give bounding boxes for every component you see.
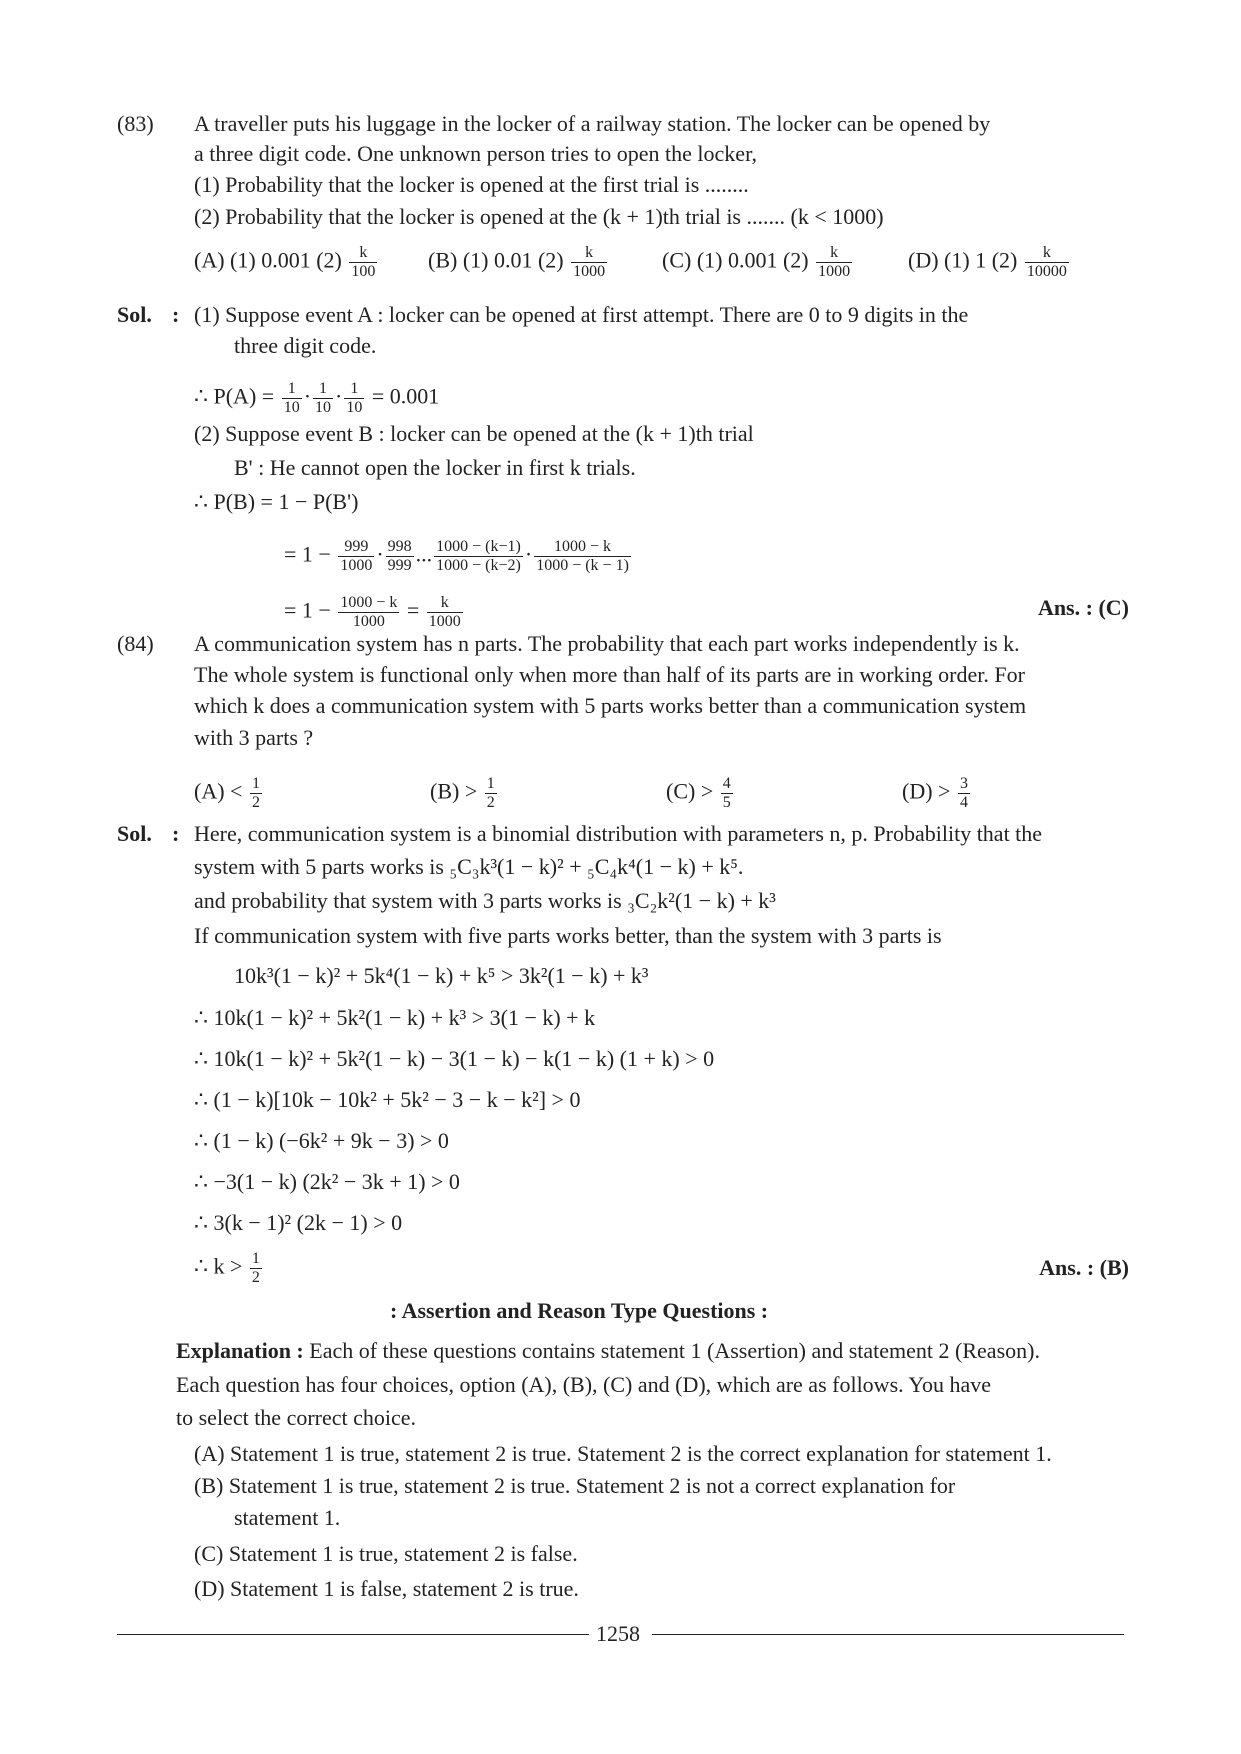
q84-text-line4: with 3 parts ? bbox=[194, 725, 314, 750]
q84-option-c: (C) > $\frac{4}{5}$ bbox=[666, 775, 731, 811]
choice-c: (C) Statement 1 is true, statement 2 is false. bbox=[194, 1541, 578, 1566]
sol84-colon: : bbox=[172, 821, 180, 846]
explanation-line2: Each question has four choices, option (A), (B), (C) and (D), which are as follows. You have bbox=[176, 1372, 992, 1397]
fraction: $\frac{4}{5}$ bbox=[722, 775, 731, 811]
fraction: $\frac{k}{1000}$ bbox=[573, 244, 606, 280]
sol83-label: Sol. bbox=[117, 302, 152, 327]
fraction: $\frac{1}{2}$ bbox=[486, 775, 495, 811]
sol84-math4: ∴ (1 − k)[10k − 10k² + 5k² − 3 − k − k²] > 0 bbox=[194, 1087, 581, 1112]
fraction: $\frac{k}{1000}$ bbox=[818, 244, 851, 280]
choice-d: (D) Statement 1 is false, statement 2 is true. bbox=[194, 1576, 579, 1601]
q84-text-line2: The whole system is functional only when more than half of its parts are in working order. For bbox=[194, 662, 1025, 687]
q83-text-line1: A traveller puts his luggage in the locker of a railway station. The locker can be opened by bbox=[194, 111, 991, 136]
q83-number: (83) bbox=[117, 111, 154, 136]
fraction: $\frac{k}{1000}$ bbox=[428, 594, 461, 630]
sol84-math7: ∴ 3(k − 1)² (2k − 1) > 0 bbox=[194, 1210, 403, 1235]
q83-part2: (2) Probability that the locker is opened at the (k + 1)th trial is ....... (k < 1000) bbox=[194, 204, 884, 229]
footer-rule-left bbox=[117, 1634, 589, 1635]
q83-option-b: (B) (1) 0.01 (2) $\frac{k}{1000}$ bbox=[428, 244, 606, 280]
sol83-pa-equation: ∴ P(A) = $\frac{1}{10}$ · $\frac{1}{10}$ · $\frac{1}{10}$ = 0.001 bbox=[194, 380, 440, 416]
fraction: $\frac{k}{10000}$ bbox=[1026, 244, 1067, 280]
choice-a: (A) Statement 1 is true, statement 2 is true. Statement 2 is the correct explanation for statement 1. bbox=[194, 1441, 1052, 1466]
sol84-line3: and probability that system with 3 parts works is ₃C₂k²(1 − k) + k³ bbox=[194, 888, 776, 913]
q83-part1: (1) Probability that the locker is opened at the first trial is ........ bbox=[194, 172, 749, 197]
sol84-math2: ∴ 10k(1 − k)² + 5k²(1 − k) + k³ > 3(1 − k) + k bbox=[194, 1005, 596, 1030]
fraction: $\frac{1}{10}$ bbox=[346, 380, 363, 416]
fraction: $\frac{1}{2}$ bbox=[251, 1250, 260, 1286]
fraction: $\frac{1}{10}$ bbox=[283, 380, 300, 416]
sol83-step1b: three digit code. bbox=[234, 333, 377, 358]
q83-option-c: (C) (1) 0.001 (2) $\frac{k}{1000}$ bbox=[662, 244, 851, 280]
fraction: $\frac{1000 - (k-1)}{1000 - (k-2)}$ bbox=[436, 538, 521, 574]
q83-option-a: (A) (1) 0.001 (2) $\frac{k}{100}$ bbox=[194, 244, 376, 280]
explanation-line3: to select the correct choice. bbox=[176, 1405, 417, 1430]
q84-option-a: (A) < $\frac{1}{2}$ bbox=[194, 775, 260, 811]
section-heading: : Assertion and Reason Type Questions : bbox=[390, 1298, 769, 1323]
page-number: 1258 bbox=[596, 1621, 640, 1646]
q84-text-line3: which k does a communication system with 5 parts works better than a communication system bbox=[194, 693, 1027, 718]
sol84-math1: 10k³(1 − k)² + 5k⁴(1 − k) + k⁵ > 3k²(1 − k) + k³ bbox=[234, 963, 649, 988]
fraction: $\frac{999}{1000}$ bbox=[340, 538, 373, 574]
sol84-line4: If communication system with five parts works better, than the system with 3 parts is bbox=[194, 923, 942, 948]
fraction: $\frac{3}{4}$ bbox=[959, 775, 968, 811]
sol84-math3: ∴ 10k(1 − k)² + 5k²(1 − k) − 3(1 − k) − k(1 − k) (1 + k) > 0 bbox=[194, 1046, 715, 1071]
choice-b-line1: (B) Statement 1 is true, statement 2 is true. Statement 2 is not a correct explanation for bbox=[194, 1473, 956, 1498]
q84-option-b: (B) > $\frac{1}{2}$ bbox=[430, 775, 495, 811]
explanation-line1: Explanation : Each of these questions contains statement 1 (Assertion) and statement 2 (Reason). bbox=[176, 1338, 1040, 1363]
fraction: $\frac{k}{100}$ bbox=[351, 244, 376, 280]
sol84-label: Sol. bbox=[117, 821, 152, 846]
sol84-line1: Here, communication system is a binomial distribution with parameters n, p. Probability that the bbox=[194, 821, 1043, 846]
fraction: $\frac{1000 - k}{1000 - (k - 1)}$ bbox=[536, 538, 629, 574]
sol84-math8: ∴ k > $\frac{1}{2}$ bbox=[194, 1250, 260, 1286]
q83-option-d: (D) (1) 1 (2) $\frac{k}{10000}$ bbox=[908, 244, 1067, 280]
q84-number: (84) bbox=[117, 631, 154, 656]
sol83-step1: (1) Suppose event A : locker can be opened at first attempt. There are 0 to 9 digits in the bbox=[194, 302, 969, 327]
sol83-pb-expansion: = 1 − $\frac{999}{1000}$ · $\frac{998}{999}$ ... $\frac{1000 - (k-1)}{1000 - (k-2)}$ · $\frac{1000 - k}{1000 - (k - 1)}$ bbox=[284, 538, 629, 574]
q84-option-d: (D) > $\frac{3}{4}$ bbox=[902, 775, 968, 811]
fraction: $\frac{1}{10}$ bbox=[315, 380, 332, 416]
sol83-pb: ∴ P(B) = 1 − P(B') bbox=[194, 489, 359, 514]
sol83-colon: : bbox=[172, 302, 180, 327]
sol83-pb-result: = 1 − $\frac{1000 - k}{1000}$ = $\frac{k}{1000}$ bbox=[284, 594, 461, 630]
sol83-step2b: B' : He cannot open the locker in first k trials. bbox=[234, 455, 636, 480]
sol83-answer: Ans. : (C) bbox=[1037, 595, 1129, 620]
q83-text-line2: a three digit code. One unknown person tries to open the locker, bbox=[194, 141, 758, 166]
sol84-line2: system with 5 parts works is ₅C₃k³(1 − k)² + ₅C₄k⁴(1 − k) + k⁵. bbox=[194, 854, 744, 879]
choice-b-line2: statement 1. bbox=[234, 1505, 341, 1530]
sol84-answer: Ans. : (B) bbox=[1039, 1255, 1129, 1280]
footer-rule-right bbox=[652, 1634, 1124, 1635]
explanation-label: Explanation : bbox=[176, 1338, 304, 1363]
fraction: $\frac{1000 - k}{1000}$ bbox=[340, 594, 398, 630]
q84-text-line1: A communication system has n parts. The probability that each part works independently is k. bbox=[194, 631, 1020, 656]
sol84-math5: ∴ (1 − k) (−6k² + 9k − 3) > 0 bbox=[194, 1128, 449, 1153]
fraction: $\frac{998}{999}$ bbox=[387, 538, 412, 574]
sol84-math6: ∴ −3(1 − k) (2k² − 3k + 1) > 0 bbox=[194, 1169, 460, 1194]
sol83-step2: (2) Suppose event B : locker can be opened at the (k + 1)th trial bbox=[194, 421, 754, 446]
fraction: $\frac{1}{2}$ bbox=[251, 775, 260, 811]
